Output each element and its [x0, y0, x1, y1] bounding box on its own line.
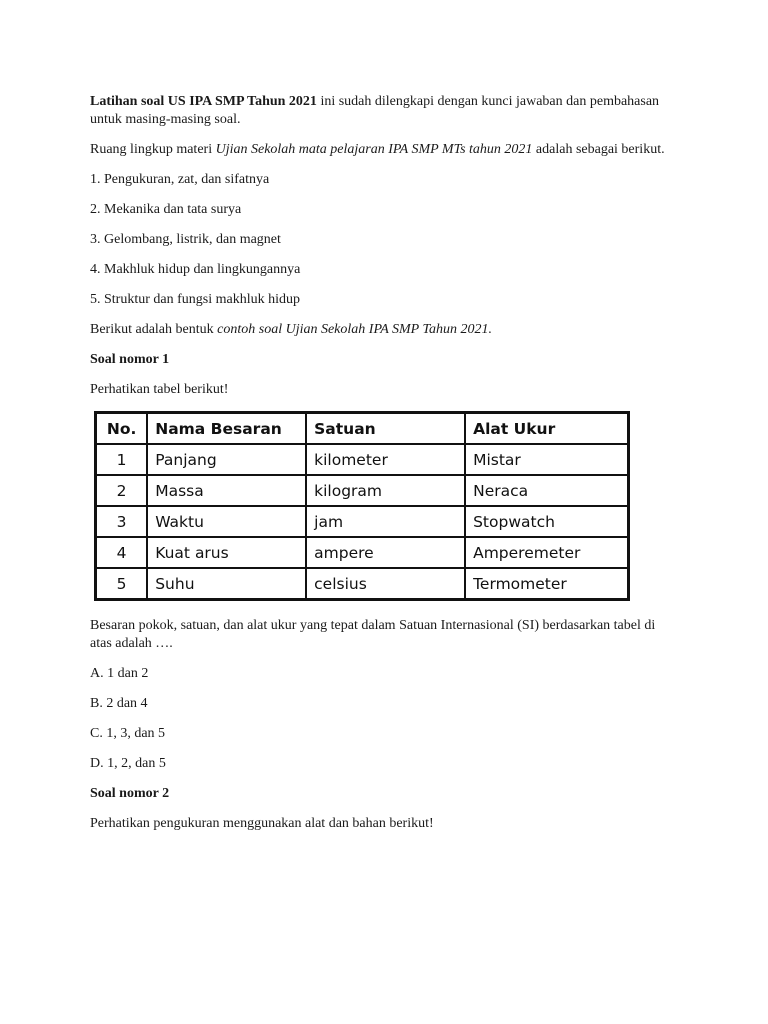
table-cell: Neraca: [465, 475, 628, 506]
forms-text-before: Berikut adalah bentuk: [90, 322, 218, 337]
topic-item: 1. Pengukuran, zat, dan sifatnya: [90, 172, 270, 187]
table-cell: ampere: [306, 537, 465, 568]
table-cell: celsius: [306, 568, 465, 600]
table-cell: Termometer: [465, 568, 628, 600]
table-cell: jam: [306, 506, 465, 537]
topic-item: 2. Mekanika dan tata surya: [90, 202, 242, 217]
scope-text-after: adalah sebagai berikut.: [532, 142, 665, 157]
table-row: [96, 444, 629, 475]
table-row: [96, 506, 629, 537]
table-cell: 4: [96, 537, 148, 568]
table-cell: Stopwatch: [465, 506, 628, 537]
topic-item: 3. Gelombang, listrik, dan magnet: [90, 232, 281, 247]
intro-title: Latihan soal US IPA SMP Tahun 2021: [90, 94, 317, 109]
table-cell: Amperemeter: [465, 537, 628, 568]
topic-item: 4. Makhluk hidup dan lingkungannya: [90, 262, 301, 277]
table-cell: kilometer: [306, 444, 465, 475]
table-row: [96, 537, 629, 568]
table-cell: 5: [96, 568, 148, 600]
scope-paragraph: [90, 141, 680, 159]
intro-paragraph: [90, 93, 680, 129]
topic-item: 5. Struktur dan fungsi makhluk hidup: [90, 292, 300, 307]
table-header-cell: Satuan: [306, 413, 465, 445]
answer-option-a: A. 1 dan 2: [90, 666, 149, 681]
table-cell: 3: [96, 506, 148, 537]
table-row: [96, 475, 629, 506]
question-1-prompt: Perhatikan tabel berikut!: [90, 382, 229, 397]
scope-text-before: Ruang lingkup materi: [90, 142, 216, 157]
table-header-cell: Nama Besaran: [147, 413, 306, 445]
table-row: [96, 568, 629, 600]
table-cell: Panjang: [147, 444, 306, 475]
table-cell: Suhu: [147, 568, 306, 600]
table-cell: 1: [96, 444, 148, 475]
table-header-row: [96, 413, 629, 445]
table-cell: Massa: [147, 475, 306, 506]
quantity-table-container: [94, 411, 630, 601]
table-header-cell: Alat Ukur: [465, 413, 628, 445]
scope-italic: Ujian Sekolah mata pelajaran IPA SMP MTs tahun 2021: [215, 142, 533, 157]
document-page: [90, 93, 680, 845]
question-1-heading: Soal nomor 1: [90, 352, 170, 367]
table-cell: Kuat arus: [147, 537, 306, 568]
answer-option-b: B. 2 dan 4: [90, 696, 148, 711]
table-cell: kilogram: [306, 475, 465, 506]
question-2-heading: Soal nomor 2: [90, 786, 170, 801]
table-cell: Mistar: [465, 444, 628, 475]
table-header-cell: No.: [96, 413, 148, 445]
intro-text: ini sudah dilengkapi dengan kunci jawaban dan pembahasan untuk masing-masing soal.: [90, 94, 660, 127]
answer-option-d: D. 1, 2, dan 5: [90, 756, 166, 771]
question-2-prompt: Perhatikan pengukuran menggunakan alat dan bahan berikut!: [90, 816, 434, 831]
forms-italic: contoh soal Ujian Sekolah IPA SMP Tahun 2021.: [217, 322, 492, 337]
quantity-table: [94, 411, 630, 601]
table-cell: Waktu: [147, 506, 306, 537]
answer-option-c: C. 1, 3, dan 5: [90, 726, 166, 741]
question-1-stem: Besaran pokok, satuan, dan alat ukur yang tepat dalam Satuan Internasional (SI) berdasarkan tabel di atas adalah ….: [90, 618, 656, 651]
table-cell: 2: [96, 475, 148, 506]
forms-paragraph: [90, 321, 680, 339]
